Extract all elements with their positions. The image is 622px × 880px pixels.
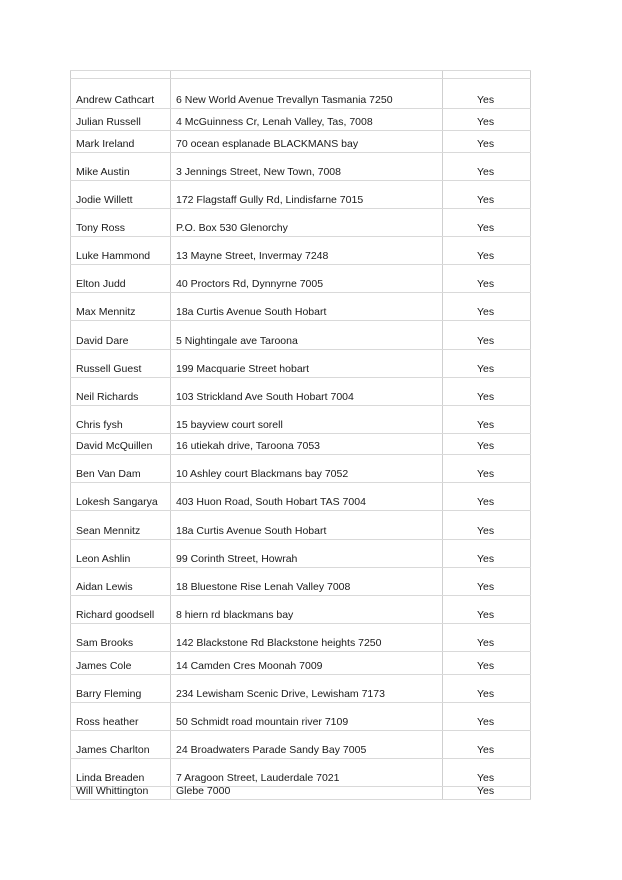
row-divider	[70, 320, 531, 321]
name-cell: Sean Mennitz	[76, 525, 141, 537]
name-cell: Julian Russell	[76, 116, 141, 128]
name-cell: Linda Breaden	[76, 772, 145, 784]
name-cell: David McQuillen	[76, 440, 153, 452]
address-cell: 13 Mayne Street, Invermay 7248	[176, 250, 329, 262]
address-cell: 403 Huon Road, South Hobart TAS 7004	[176, 496, 366, 508]
name-cell: Tony Ross	[76, 222, 126, 234]
consent-cell: Yes	[477, 468, 495, 480]
name-cell: James Charlton	[76, 744, 150, 756]
consent-cell: Yes	[477, 772, 495, 784]
address-cell: 40 Proctors Rd, Dynnyrne 7005	[176, 278, 324, 290]
table-row	[70, 193, 531, 207]
row-divider	[70, 702, 531, 703]
name-cell: Ross heather	[76, 716, 139, 728]
consent-cell: Yes	[477, 222, 495, 234]
name-cell: Mark Ireland	[76, 138, 135, 150]
consent-cell: Yes	[477, 660, 495, 672]
address-cell: 16 utiekah drive, Taroona 7053	[176, 440, 320, 452]
name-cell: Will Whittington	[76, 785, 149, 797]
table-row	[70, 439, 531, 453]
row-divider	[70, 236, 531, 237]
consent-cell: Yes	[477, 744, 495, 756]
address-cell: 3 Jennings Street, New Town, 7008	[176, 166, 341, 178]
name-cell: Ben Van Dam	[76, 468, 141, 480]
address-cell: 103 Strickland Ave South Hobart 7004	[176, 391, 354, 403]
table-row	[70, 495, 531, 509]
name-cell: Andrew Cathcart	[76, 94, 155, 106]
consent-cell: Yes	[477, 785, 495, 797]
name-cell: Elton Judd	[76, 278, 126, 290]
table-border-bottom	[70, 799, 531, 800]
address-cell: 6 New World Avenue Trevallyn Tasmania 7250	[176, 94, 393, 106]
consent-cell: Yes	[477, 553, 495, 565]
consent-cell: Yes	[477, 688, 495, 700]
address-cell: 15 bayview court sorell	[176, 419, 283, 431]
table-row	[70, 362, 531, 376]
consent-cell: Yes	[477, 166, 495, 178]
table-row	[70, 115, 531, 129]
table-row	[70, 305, 531, 319]
address-cell: 18a Curtis Avenue South Hobart	[176, 306, 327, 318]
table-row	[70, 249, 531, 263]
row-divider	[70, 108, 531, 109]
consent-cell: Yes	[477, 194, 495, 206]
table-row	[70, 659, 531, 673]
name-cell: Sam Brooks	[76, 637, 134, 649]
name-cell: Richard goodsell	[76, 609, 155, 621]
address-cell: 50 Schmidt road mountain river 7109	[176, 716, 349, 728]
consent-cell: Yes	[477, 419, 495, 431]
address-cell: 8 hiern rd blackmans bay	[176, 609, 294, 621]
name-cell: Mike Austin	[76, 166, 130, 178]
name-cell: Jodie Willett	[76, 194, 133, 206]
consent-cell: Yes	[477, 335, 495, 347]
name-cell: Luke Hammond	[76, 250, 151, 262]
consent-cell: Yes	[477, 391, 495, 403]
name-cell: Max Mennitz	[76, 306, 136, 318]
consent-cell: Yes	[477, 363, 495, 375]
table-row	[70, 580, 531, 594]
name-cell: David Dare	[76, 335, 129, 347]
name-cell: James Cole	[76, 660, 132, 672]
table-row	[70, 93, 531, 107]
row-divider	[70, 152, 531, 153]
table-row	[70, 715, 531, 729]
table-row	[70, 277, 531, 291]
address-cell: Glebe 7000	[176, 785, 231, 797]
table-border-top	[70, 70, 531, 71]
row-divider	[70, 405, 531, 406]
row-divider	[70, 482, 531, 483]
consent-cell: Yes	[477, 138, 495, 150]
name-cell: Barry Fleming	[76, 688, 142, 700]
consent-cell: Yes	[477, 278, 495, 290]
consent-cell: Yes	[477, 581, 495, 593]
consent-cell: Yes	[477, 306, 495, 318]
table-row	[70, 221, 531, 235]
name-cell: Chris fysh	[76, 419, 123, 431]
address-cell: 5 Nightingale ave Taroona	[176, 335, 298, 347]
table-row	[70, 524, 531, 538]
row-divider	[70, 208, 531, 209]
row-divider	[70, 539, 531, 540]
address-cell: 14 Camden Cres Moonah 7009	[176, 660, 323, 672]
name-cell: Leon Ashlin	[76, 553, 131, 565]
table-row	[70, 467, 531, 481]
consent-cell: Yes	[477, 116, 495, 128]
address-cell: 4 McGuinness Cr, Lenah Valley, Tas, 7008	[176, 116, 373, 128]
row-divider	[70, 510, 531, 511]
name-cell: Neil Richards	[76, 391, 139, 403]
table-row	[70, 334, 531, 348]
consent-cell: Yes	[477, 440, 495, 452]
address-cell: 10 Ashley court Blackmans bay 7052	[176, 468, 349, 480]
header-divider	[70, 78, 531, 79]
table-row	[70, 418, 531, 432]
table-row	[70, 608, 531, 622]
consent-cell: Yes	[477, 716, 495, 728]
address-cell: 172 Flagstaff Gully Rd, Lindisfarne 7015	[176, 194, 364, 206]
name-cell: Aidan Lewis	[76, 581, 133, 593]
table-row	[70, 784, 531, 798]
table-row	[70, 165, 531, 179]
row-divider	[70, 674, 531, 675]
address-cell: 142 Blackstone Rd Blackstone heights 7250	[176, 637, 382, 649]
row-divider	[70, 433, 531, 434]
address-cell: P.O. Box 530 Glenorchy	[176, 222, 288, 234]
address-cell: 18a Curtis Avenue South Hobart	[176, 525, 327, 537]
row-divider	[70, 567, 531, 568]
row-divider	[70, 758, 531, 759]
name-cell: Lokesh Sangarya	[76, 496, 158, 508]
address-cell: 70 ocean esplanade BLACKMANS bay	[176, 138, 359, 150]
row-divider	[70, 130, 531, 131]
table-row	[70, 687, 531, 701]
table-row	[70, 743, 531, 757]
row-divider	[70, 730, 531, 731]
address-cell: 199 Macquarie Street hobart	[176, 363, 310, 375]
row-divider	[70, 292, 531, 293]
address-cell: 24 Broadwaters Parade Sandy Bay 7005	[176, 744, 367, 756]
table-row	[70, 137, 531, 151]
row-divider	[70, 377, 531, 378]
row-divider	[70, 454, 531, 455]
consent-cell: Yes	[477, 94, 495, 106]
address-cell: 99 Corinth Street, Howrah	[176, 553, 298, 565]
table-row	[70, 390, 531, 404]
address-cell: 18 Bluestone Rise Lenah Valley 7008	[176, 581, 351, 593]
row-divider	[70, 349, 531, 350]
table-row	[70, 552, 531, 566]
address-cell: 234 Lewisham Scenic Drive, Lewisham 7173	[176, 688, 385, 700]
table-row	[70, 771, 531, 785]
consent-cell: Yes	[477, 609, 495, 621]
row-divider	[70, 623, 531, 624]
consent-cell: Yes	[477, 637, 495, 649]
consent-cell: Yes	[477, 250, 495, 262]
signatory-table	[70, 70, 531, 800]
consent-cell: Yes	[477, 496, 495, 508]
address-cell: 7 Aragoon Street, Lauderdale 7021	[176, 772, 340, 784]
row-divider	[70, 264, 531, 265]
consent-cell: Yes	[477, 525, 495, 537]
table-row	[70, 636, 531, 650]
row-divider	[70, 651, 531, 652]
row-divider	[70, 180, 531, 181]
row-divider	[70, 595, 531, 596]
name-cell: Russell Guest	[76, 363, 142, 375]
